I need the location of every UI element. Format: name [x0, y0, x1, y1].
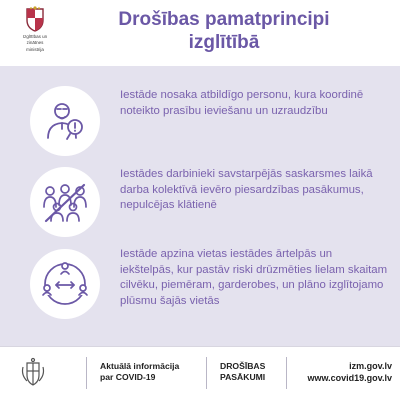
icon-circle [30, 249, 100, 319]
principle-item-responsible-person [0, 82, 400, 162]
header [0, 0, 400, 62]
footer-links [290, 361, 392, 384]
icon-circle [30, 86, 100, 156]
covid-info-link[interactable] [100, 361, 200, 383]
principle-item-no-gatherings [0, 165, 400, 245]
footer-divider [206, 357, 207, 389]
safety-measures-line1: DROŠĪBAS [220, 361, 266, 371]
people-flow-circle-icon [38, 257, 92, 311]
safety-measures-label [220, 361, 286, 383]
page-title-line2: izglītībā [188, 32, 260, 53]
principle-text: Iestāde nosaka atbildīgo personu, kura koordinē noteikto prasību ieviešanu un uzraudzību [120, 89, 364, 117]
ministry-name-line2: ministrija [26, 47, 44, 52]
page-title-line1: Drošības pamatprincipi [118, 9, 330, 30]
safety-measures-line2: PASĀKUMI [220, 372, 266, 382]
covid19-website-link[interactable]: www.covid19.gov.lv [307, 372, 392, 383]
principle-text: Iestāde apzina vietas iestādes ārtelpās un iekštelpās, kur pastāv riski drūzmēties lielam skaitam cilvēku, piemēram, garderobes, un plāno izglītojamo plūsmu šajās vietās [120, 248, 388, 307]
principle-text: Iestādes darbinieki savstarpējās saskarsmes laikā darba kolektīvā ievēro piesardzības pasākumus, nepulcējas klātienē [120, 168, 373, 212]
izm-website-link[interactable]: izm.gov.lv [349, 361, 392, 371]
person-with-warning-icon [40, 96, 90, 146]
covid-info-line2: par COVID-19 [100, 372, 156, 382]
crossed-out-crowd-icon [38, 177, 92, 227]
principle-item-people-flow [0, 245, 400, 325]
latvia-coat-of-arms-icon [20, 357, 46, 389]
footer-divider [286, 357, 287, 389]
latvia-coat-of-arms-icon [23, 6, 47, 32]
page-title [64, 8, 384, 54]
icon-circle [30, 167, 100, 237]
footer-divider [86, 357, 87, 389]
covid-info-line1: Aktuālā informācija [100, 361, 180, 371]
ministry-name-line1: Izglītības un zinātnes [22, 34, 48, 45]
ministry-logo[interactable] [16, 6, 54, 56]
footer [0, 346, 400, 400]
